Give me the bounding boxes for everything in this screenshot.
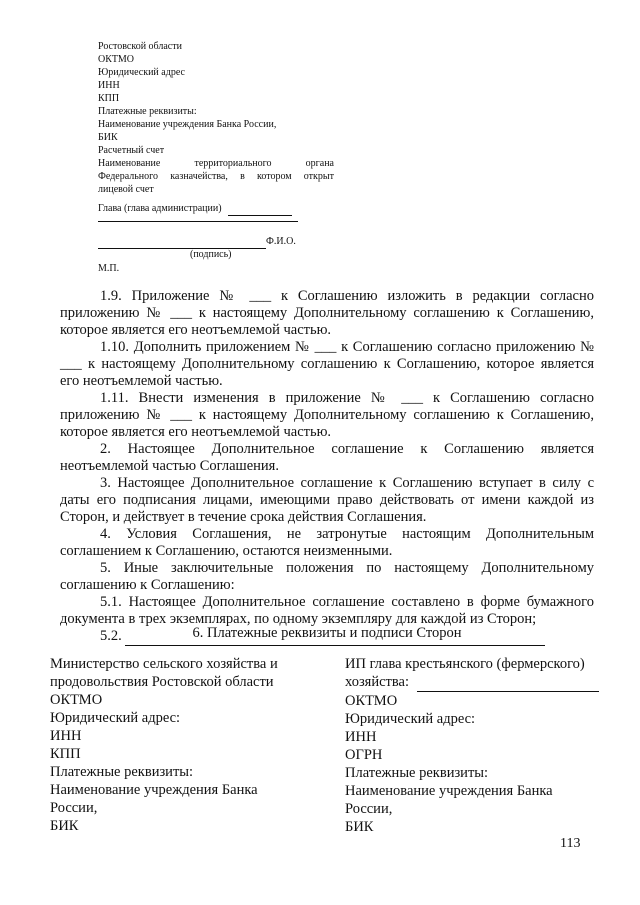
paragraph: 1.11. Внести изменения в приложение № ___ к Соглашению согласно приложению № ___ к настоящему Дополнительному соглашению к Соглашению, которое является его неотъемлемой частью. [60,390,594,440]
farmer-line: ОГРН [345,747,383,763]
paragraph-number: 5.2. [100,628,122,644]
signature-caption: (подпись) [190,249,232,260]
paragraph: 1.9. Приложение № ___ к Соглашению изложить в редакции согласно приложению № ___ к настоящему Дополнительному соглашению к Соглашению, которое является его неотъемлемой частью. [60,288,594,338]
farmer-line: Платежные реквизиты: [345,765,489,781]
head-signature-line [98,202,292,216]
requisites-block [98,40,334,196]
ministry-line: БИК [50,818,79,834]
ministry-line: ОКТМО [50,692,103,708]
paragraph: 1.10. Дополнить приложением № ___ к Соглашению согласно приложению № ___ к настоящему Дополнительному соглашению к Соглашению, которое является его неотъемлемой частью. [60,339,594,389]
ministry-line: Министерство сельского хозяйства и [50,656,278,672]
requisites-line: Федерального казначейства, в котором открыт [98,171,334,182]
requisites-line: ОКТМО [98,54,134,65]
paragraph: 5.1. Настоящее Дополнительное соглашение составлено в форме бумажного документа в трех экземплярах, по одному экземпляру для каждой из Сторон; [60,594,594,627]
requisites-line: Наименование учреждения Банка России, [98,119,277,130]
fio-label: Ф.И.О. [266,236,296,247]
ministry-line: Наименование учреждения Банка [50,782,258,798]
requisites-line: Ростовской области [98,41,182,52]
main-body [60,288,594,646]
fio-line [98,235,296,249]
farmer-line: ИП глава крестьянского (фермерского) [345,656,585,672]
ministry-line: Юридический адрес: [50,710,181,726]
ministry-line: Платежные реквизиты: [50,764,194,780]
requisites-line: Платежные реквизиты: [98,106,197,117]
farmer-name-blank [417,673,599,692]
farmer-line: ОКТМО [345,693,398,709]
farmer-line [345,673,605,692]
farmer-line: Юридический адрес: [345,711,476,727]
farmer-line: России, [345,801,393,817]
page-number: 113 [560,836,581,851]
paragraph: 4. Условия Соглашения, не затронутые настоящим Дополнительным соглашением к Соглашению, остаются неизменными. [60,526,594,559]
requisites-line: КПП [98,93,120,104]
ministry-line: продовольствия Ростовской области [50,674,274,690]
ministry-line: ИНН [50,728,82,744]
requisites-line: Расчетный счет [98,145,165,156]
separator-line [98,221,298,222]
ministry-line: КПП [50,746,81,762]
requisites-line: ИНН [98,80,120,91]
ministry-line: России, [50,800,98,816]
farmer-requisites [345,655,605,836]
paragraph: 2. Настоящее Дополнительное соглашение к Соглашению является неотъемлемой частью Соглашения. [60,441,594,474]
farmer-line: БИК [345,819,374,835]
requisites-line: БИК [98,132,118,143]
paragraph: 5. Иные заключительные положения по настоящему Дополнительному соглашению к Соглашению: [60,560,594,593]
requisites-line: Наименование территориального органа [98,158,334,169]
farmer-name-label: хозяйства: [345,674,409,690]
farmer-line: Наименование учреждения Банка [345,783,553,799]
stamp-label: М.П. [98,263,120,274]
head-name-blank [228,202,292,216]
requisites-line: Юридический адрес [98,67,185,78]
farmer-line: ИНН [345,729,377,745]
ministry-requisites [50,655,315,835]
section-heading: 6. Платежные реквизиты и подписи Сторон [192,625,462,641]
signature-blank [98,235,266,249]
head-label: Глава (глава администрации) [98,203,222,214]
paragraph: 3. Настоящее Дополнительное соглашение к Соглашению вступает в силу с даты его подписания лицами, имеющими право действовать от имени каждой из Сторон, и действует в течение срока действия Соглашения. [60,475,594,525]
requisites-line: лицевой счет [98,184,154,195]
